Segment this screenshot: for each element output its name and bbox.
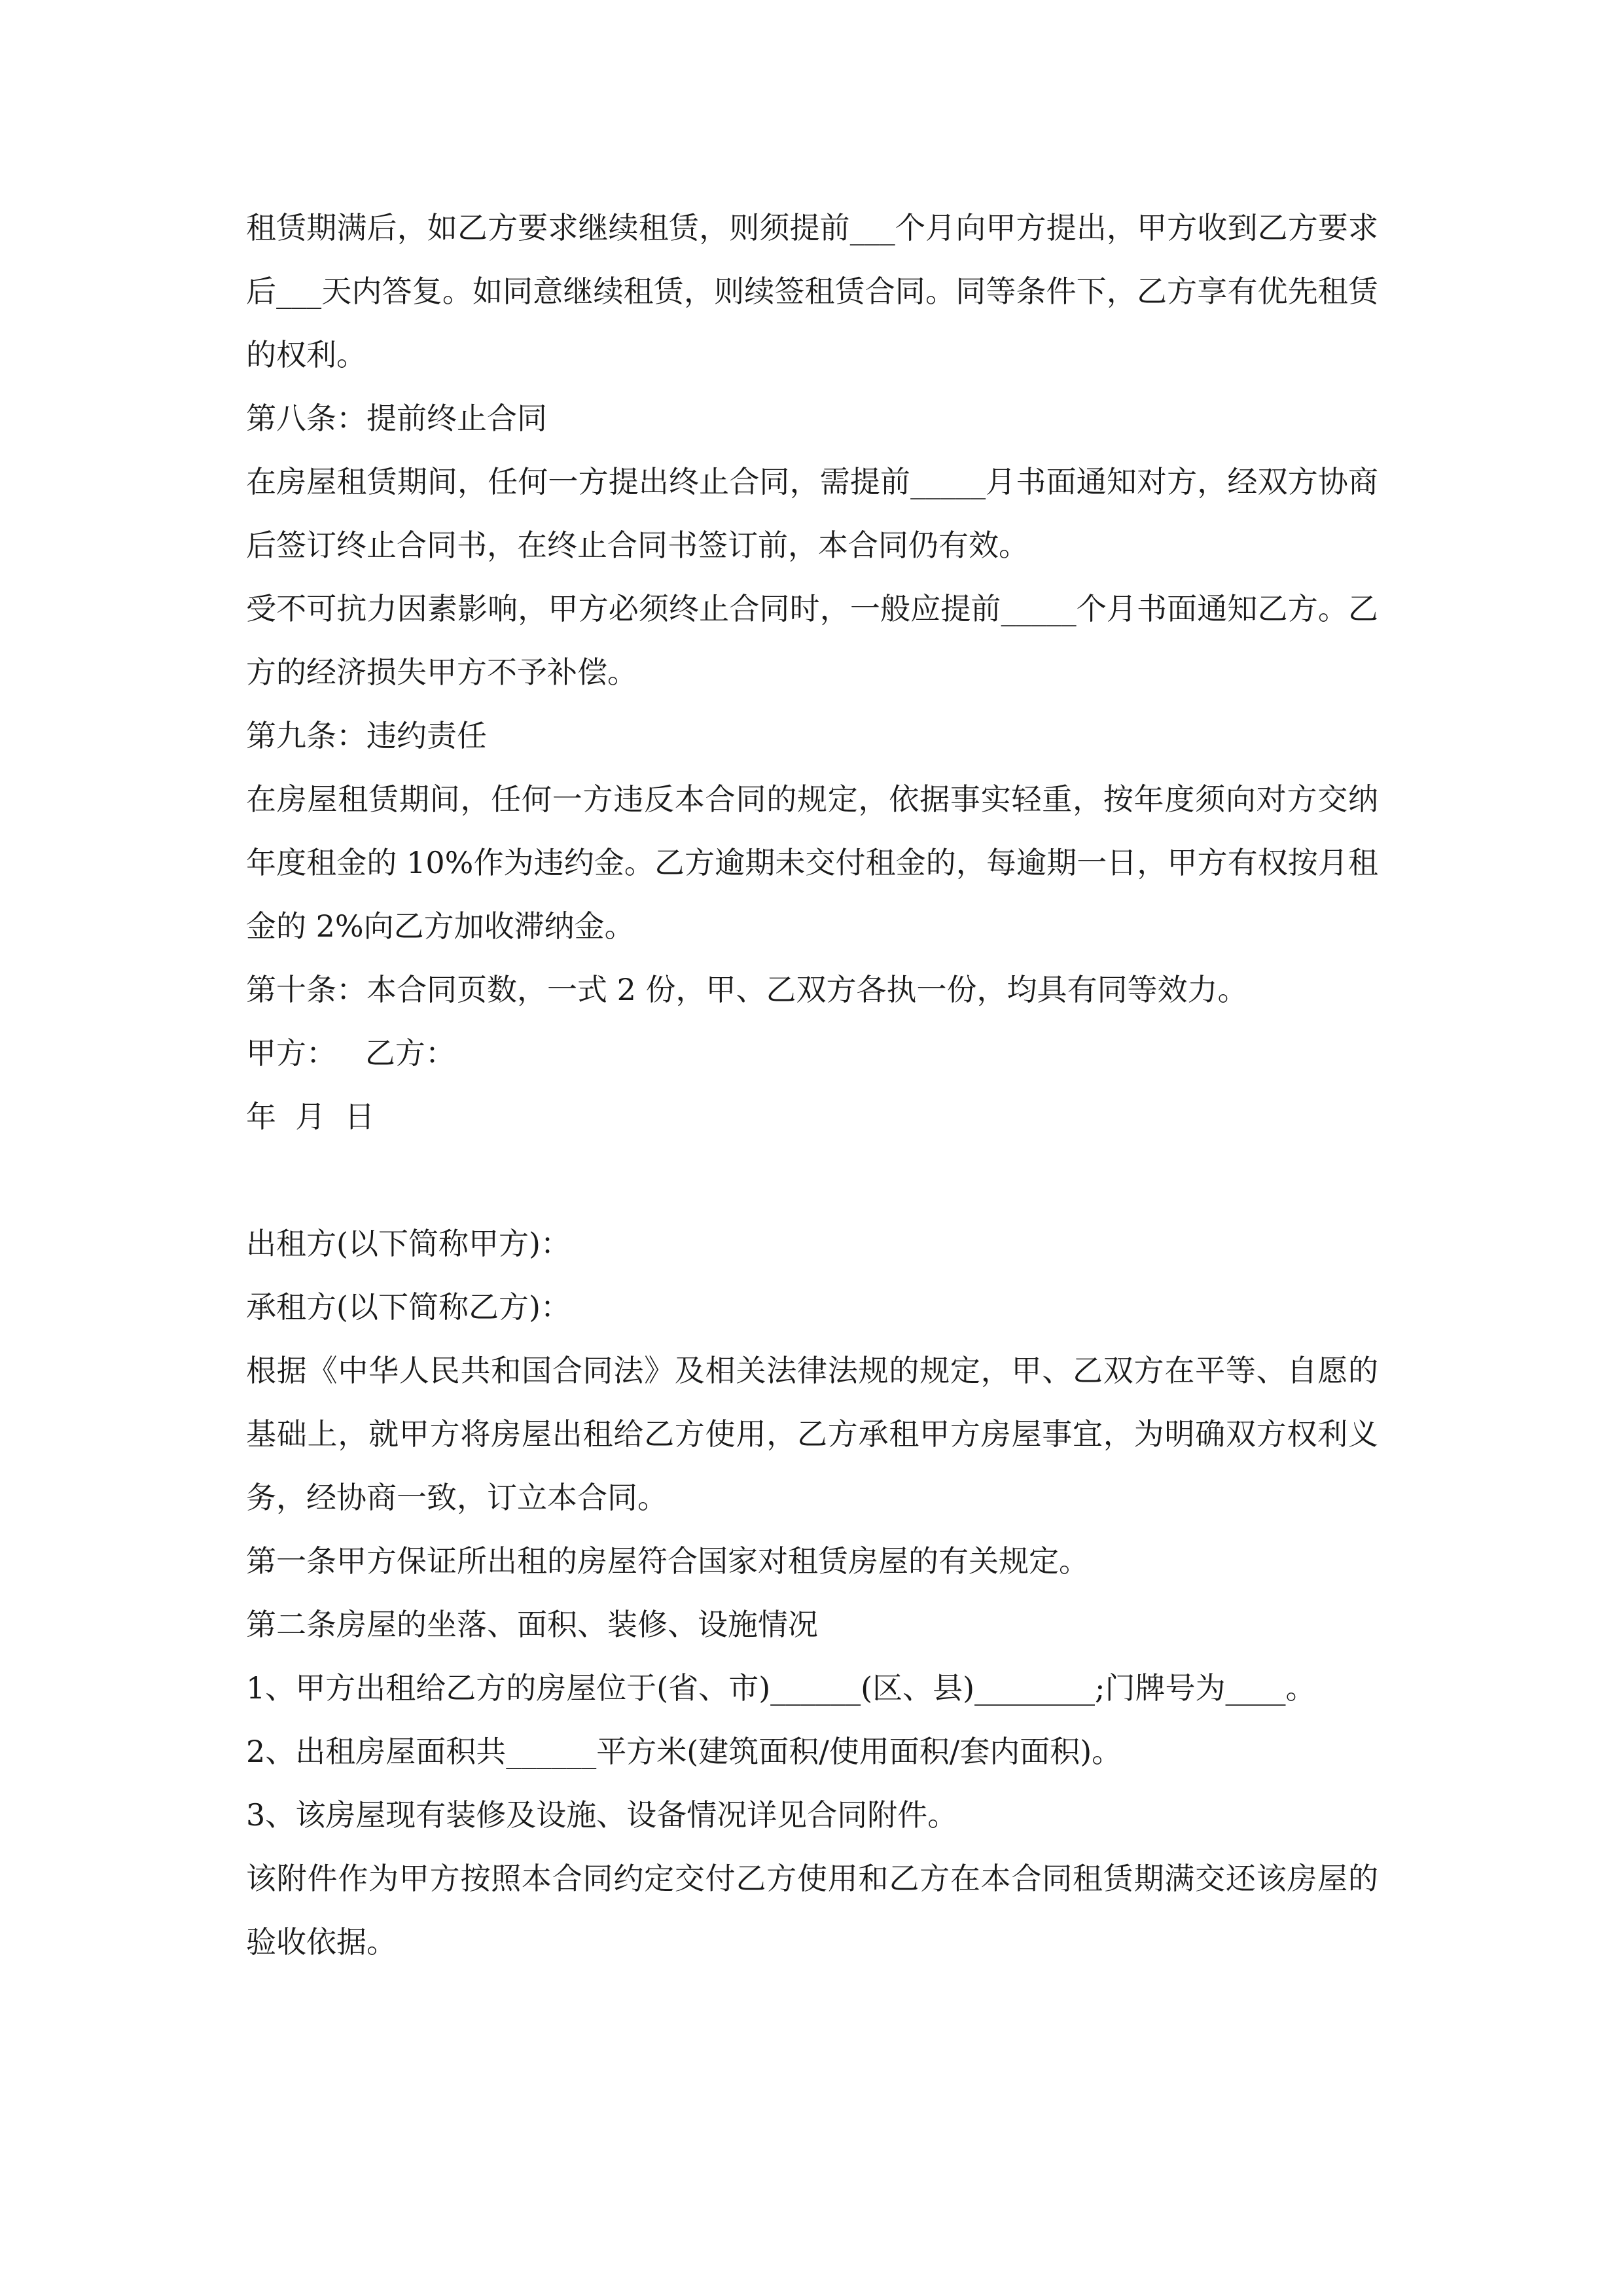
signature-parties: 甲方： 乙方： <box>246 1035 455 1071</box>
item-area: 2、出租房屋面积共______平方米(建筑面积/使用面积/套内面积)。 <box>246 1734 1122 1769</box>
item-facilities: 3、该房屋现有装修及设施、设备情况详见合同附件。 <box>246 1797 958 1833</box>
heading-article-9: 第九条：违约责任 <box>246 718 487 753</box>
heading-article-2: 第二条房屋的坐落、面积、装修、设施情况 <box>246 1607 818 1642</box>
paragraph-liability: 在房屋租赁期间，任何一方违反本合同的规定，依据事实轻重，按年度须向对方交纳年度租金的 10%作为违约金。乙方逾期未交付租金的，每逾期一日，甲方有权按月租金的 2%向乙方加收滞纳金。 <box>246 781 1378 944</box>
paragraph-attachment: 该附件作为甲方按照本合同约定交付乙方使用和乙方在本合同租赁期满交还该房屋的验收依据。 <box>246 1861 1378 1960</box>
paragraph-force-majeure: 受不可抗力因素影响，甲方必须终止合同时，一般应提前_____个月书面通知乙方。乙方的经济损失甲方不予补偿。 <box>246 591 1378 690</box>
heading-article-1: 第一条甲方保证所出租的房屋符合国家对租赁房屋的有关规定。 <box>246 1543 1089 1579</box>
heading-article-8: 第八条：提前终止合同 <box>246 401 547 436</box>
item-location: 1、甲方出租给乙方的房屋位于(省、市)______(区、县)________;门牌号为____。 <box>246 1670 1316 1706</box>
lessee-line: 承租方(以下简称乙方)： <box>246 1289 571 1325</box>
paragraph-preamble: 根据《中华人民共和国合同法》及相关法律法规的规定，甲、乙双方在平等、自愿的基础上，就甲方将房屋出租给乙方使用，乙方承租甲方房屋事宜，为明确双方权利义务，经协商一致，订立本合同。 <box>246 1353 1378 1515</box>
document-body <box>246 196 1378 1974</box>
section-spacer <box>246 1149 1378 1212</box>
paragraph-renewal-terms: 租赁期满后，如乙方要求继续租赁，则须提前___个月向甲方提出，甲方收到乙方要求后___天内答复。如同意继续租赁，则续签租赁合同。同等条件下，乙方享有优先租赁的权利。 <box>246 210 1378 372</box>
paragraph-early-termination: 在房屋租赁期间，任何一方提出终止合同，需提前_____月书面通知对方，经双方协商后签订终止合同书，在终止合同书签订前，本合同仍有效。 <box>246 464 1378 563</box>
signature-date: 年 月 日 <box>246 1099 375 1134</box>
lessor-line: 出租方(以下简称甲方)： <box>246 1226 571 1261</box>
paragraph-article-10: 第十条：本合同页数，一式 2 份，甲、乙双方各执一份，均具有同等效力。 <box>246 972 1248 1007</box>
